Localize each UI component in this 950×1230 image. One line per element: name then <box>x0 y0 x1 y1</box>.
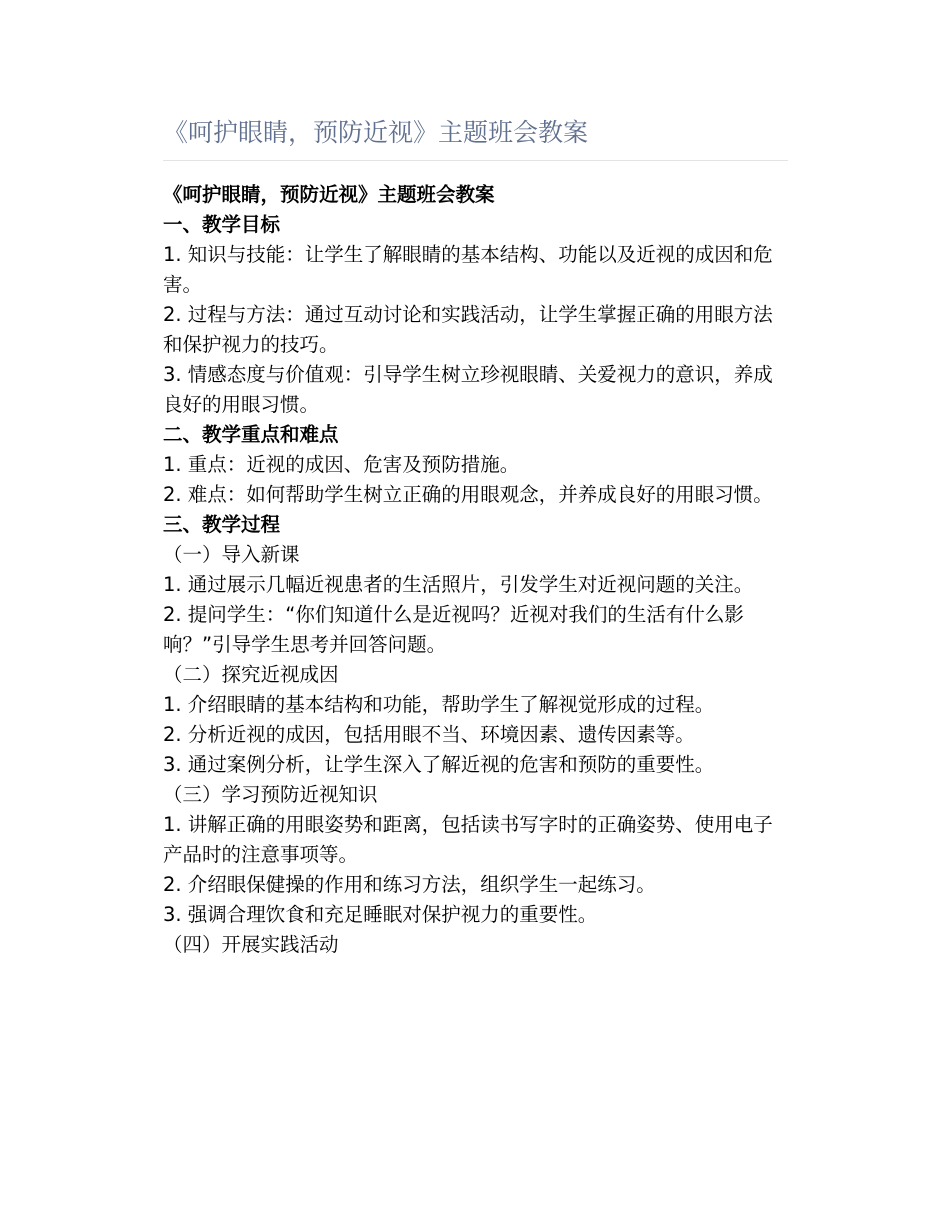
document-body <box>163 180 788 960</box>
document-title: 《呵护眼睛，预防近视》主题班会教案 <box>163 118 589 147</box>
paragraph: 1. 讲解正确的用眼姿势和距离，包括读书写字时的正确姿势、使用电子产品时的注意事项等。 <box>163 813 773 866</box>
paragraph: 3. 通过案例分析，让学生深入了解近视的危害和预防的重要性。 <box>163 753 715 776</box>
subsection-heading: （四）开展实践活动 <box>163 933 339 956</box>
paragraph: 3. 强调合理饮食和充足睡眠对保护视力的重要性。 <box>163 903 598 926</box>
paragraph: 1. 介绍眼睛的基本结构和功能，帮助学生了解视觉形成的过程。 <box>163 693 715 716</box>
paragraph: 1. 知识与技能：让学生了解眼睛的基本结构、功能以及近视的成因和危害。 <box>163 243 773 296</box>
paragraph: 1. 重点：近视的成因、危害及预防措施。 <box>163 453 520 476</box>
paragraph: 2. 过程与方法：通过互动讨论和实践活动，让学生掌握正确的用眼方法和保护视力的技巧。 <box>163 303 773 356</box>
section-heading-objectives: 一、教学目标 <box>163 213 281 236</box>
subsection-heading: （二）探究近视成因 <box>163 663 339 686</box>
body-heading: 《呵护眼睛，预防近视》主题班会教案 <box>163 183 495 206</box>
section-heading-process: 三、教学过程 <box>163 513 281 536</box>
subsection-heading: （三）学习预防近视知识 <box>163 783 378 806</box>
paragraph: 2. 提问学生：“你们知道什么是近视吗？近视对我们的生活有什么影响？”引导学生思考并回答问题。 <box>163 603 744 656</box>
paragraph: 1. 通过展示几幅近视患者的生活照片，引发学生对近视问题的关注。 <box>163 573 754 596</box>
section-heading-key-points: 二、教学重点和难点 <box>163 423 339 446</box>
paragraph: 2. 介绍眼保健操的作用和练习方法，组织学生一起练习。 <box>163 873 656 896</box>
paragraph: 3. 情感态度与价值观：引导学生树立珍视眼睛、关爱视力的意识，养成良好的用眼习惯。 <box>163 363 773 416</box>
paragraph: 2. 难点：如何帮助学生树立正确的用眼观念，并养成良好的用眼习惯。 <box>163 483 773 506</box>
subsection-heading: （一）导入新课 <box>163 543 300 566</box>
paragraph: 2. 分析近视的成因，包括用眼不当、环境因素、遗传因素等。 <box>163 723 695 746</box>
title-divider <box>163 160 788 161</box>
